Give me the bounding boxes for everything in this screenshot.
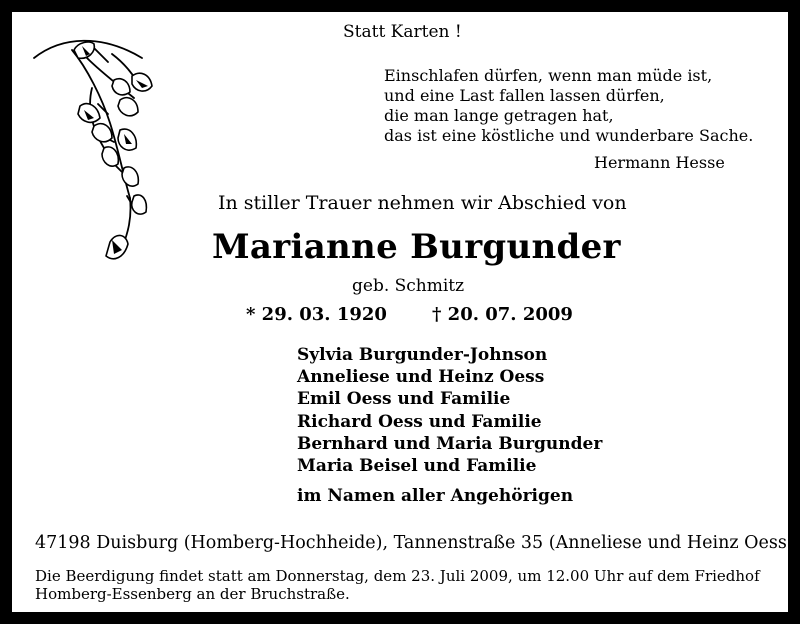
poem-quote [384,66,753,146]
funeral-line: Homberg-Essenberg an der Bruchstraße. [35,585,350,603]
mourner-item: Anneliese und Heinz Oess [297,367,545,388]
mourner-item: Richard Oess und Familie [297,411,542,432]
funeral-info [35,567,760,603]
header-text: Statt Karten ! [343,22,462,42]
maiden-name: geb. Schmitz [352,276,465,296]
poem-line: das ist eine köstliche und wunderbare Sache. [384,126,754,145]
poem-line: und eine Last fallen lassen dürfen, [384,86,665,105]
mourner-item: Emil Oess und Familie [297,389,511,410]
deceased-name: Marianne Burgunder [212,227,621,267]
poem-line: Einschlafen dürfen, wenn man müde ist, [384,66,713,85]
birth-date: * 29. 03. 1920 [246,304,387,325]
mourner-item: Bernhard und Maria Burgunder [297,433,603,454]
poem-author: Hermann Hesse [594,153,725,172]
mourner-item: Sylvia Burgunder-Johnson [297,345,548,365]
death-date: † 20. 07. 2009 [432,304,573,325]
funeral-line: Die Beerdigung findet statt am Donnerstag, dem 23. Juli 2009, um 12.00 Uhr auf dem Friedhof [35,567,760,585]
birch-branch-icon [32,28,172,288]
address-line: 47198 Duisburg (Homberg-Hochheide), Tannenstraße 35 (Anneliese und Heinz Oess) [35,533,794,553]
mourner-item: Maria Beisel und Familie [297,456,537,477]
intro-text: In stiller Trauer nehmen wir Abschied von [218,192,627,214]
closing-line: im Namen aller Angehörigen [297,486,574,506]
mourners-list [297,344,602,477]
poem-line: die man lange getragen hat, [384,106,614,125]
